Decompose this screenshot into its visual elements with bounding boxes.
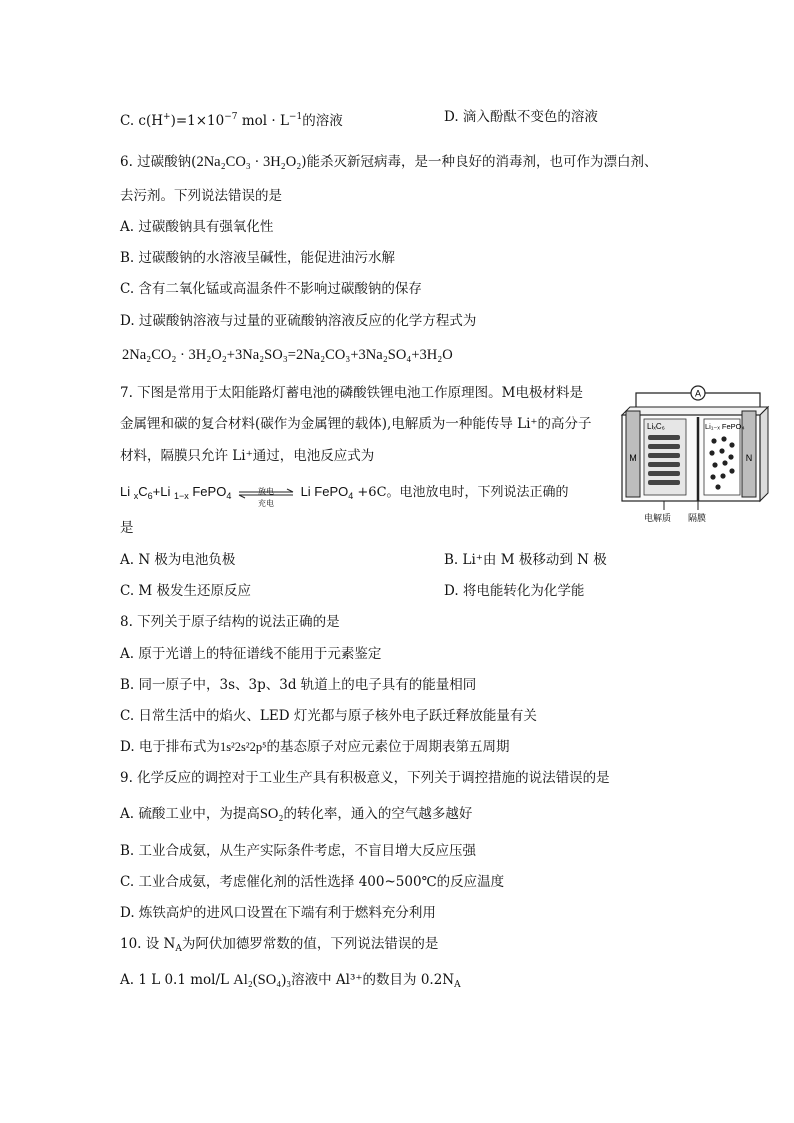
q6-equation: 2Na₂CO₂ · 3H₂O₂+3Na₂SO₃=2Na₂CO₃+3Na₂SO₄+3H₂O: [122, 347, 453, 363]
q6-option-b: B. 过碳酸钠的水溶液呈碱性，能促进油污水解: [120, 250, 396, 266]
q10-option-a: A. 1 L 0.1 mol/L Al₂(SO₄)₃溶液中 Al³⁺的数目为 $0.2N_A$: [120, 972, 461, 990]
q6-stem-line2: 去污剂。下列说法错误的是: [120, 188, 282, 204]
q7-stem-line1: 7. 下图是常用于太阳能路灯蓄电池的磷酸铁锂电池工作原理图。M电极材料是: [120, 385, 583, 401]
q7-stem-line3: 材料，隔膜只允许 Li⁺通过，电池反应式为: [120, 448, 375, 464]
cell-side: [760, 407, 768, 501]
q6-option-d: D. 过碳酸钠溶液与过量的亚硫酸钠溶液反应的化学方程式为: [120, 313, 477, 329]
q7-stem-line5: 是: [120, 520, 134, 536]
q8-option-a: A. 原于光谱上的特征谱线不能用于元素鉴定: [120, 646, 382, 662]
battery-diagram: [614, 381, 776, 523]
separator-caption: 隔膜: [688, 514, 707, 523]
q8-option-c: C. 日常生活中的焰火、LED 灯光都与原子核外电子跃迁释放能量有关: [120, 708, 537, 724]
q7-option-b: B. Li⁺由 M 极移动到 N 极: [444, 552, 607, 568]
electrolyte-caption: 电解质: [644, 514, 672, 523]
q9-option-b: B. 工业合成氨，从生产实际条件考虑，不盲目增大反应压强: [120, 843, 477, 859]
q9-option-d: D. 炼铁高炉的进风口设置在下端有利于燃料充分利用: [120, 905, 436, 921]
reversible-arrow-icon: 放电 充电: [235, 483, 297, 503]
q8-option-d: D. 电于排布式为1s²2s²2p⁵的基态原子对应元素位于周期表第五周期: [120, 739, 510, 755]
ammeter-label: A: [694, 388, 702, 399]
q6-option-a: A. 过碳酸钠具有强氧化性: [120, 219, 274, 235]
q5-option-d: D. 滴入酚酞不变色的溶液: [444, 109, 598, 125]
fepo4-label: Li₁₋ₓ FePO₄: [705, 422, 745, 431]
q9-option-c: C. 工业合成氨，考虑催化剂的活性选择 400~500℃的反应温度: [120, 874, 505, 890]
q8-option-b: B. 同一原子中，3s、3p、3d 轨道上的电子具有的能量相同: [120, 677, 477, 693]
q7-option-c: C. M 极发生还原反应: [120, 583, 252, 599]
electrode-n-label: N: [745, 453, 753, 463]
q5-option-c: C. $c(H^+)=1\times 10^{-7}$ mol · $L^{-1}$的溶液: [120, 112, 343, 129]
q8-stem: 8. 下列关于原子结构的说法正确的是: [120, 614, 340, 630]
q9-stem: 9. 化学反应的调控对于工业生产具有积极意义，下列关于调控措施的说法错误的是: [120, 770, 610, 786]
q7-option-d: D. 将电能转化为化学能: [444, 583, 585, 599]
q10-stem: 10. 设 $N_A$为阿伏加德罗常数的值，下列说法错误的是: [120, 936, 439, 954]
q6-stem-line1: 6. 过碳酸钠(2Na₂CO₃ · 3H₂O₂)能杀灭新冠病毒，是一种良好的消毒剂，也可作为漂白剂、: [120, 154, 658, 170]
lixc6-label: LiₓC₆: [647, 422, 665, 431]
q9-option-a: A. 硫酸工业中，为提高SO₂的转化率，通入的空气越多越好: [120, 806, 473, 822]
q7-stem-line2: 金属锂和碳的复合材料(碳作为金属锂的载体),电解质为一种能传导 Li⁺的高分子: [120, 416, 592, 432]
q7-option-a: A. N 极为电池负极: [120, 552, 236, 568]
q7-reaction: Li $_xC_6+Li$ $_{1-x}$ FePO$_4$ 放电 充电 Li FePO$_4$ +6C。电池放电时，下列说法正确的: [120, 484, 569, 508]
electrode-m-label: M: [629, 453, 637, 463]
q6-option-c: C. 含有二氧化锰或高温条件不影响过碳酸钠的保存: [120, 281, 422, 297]
